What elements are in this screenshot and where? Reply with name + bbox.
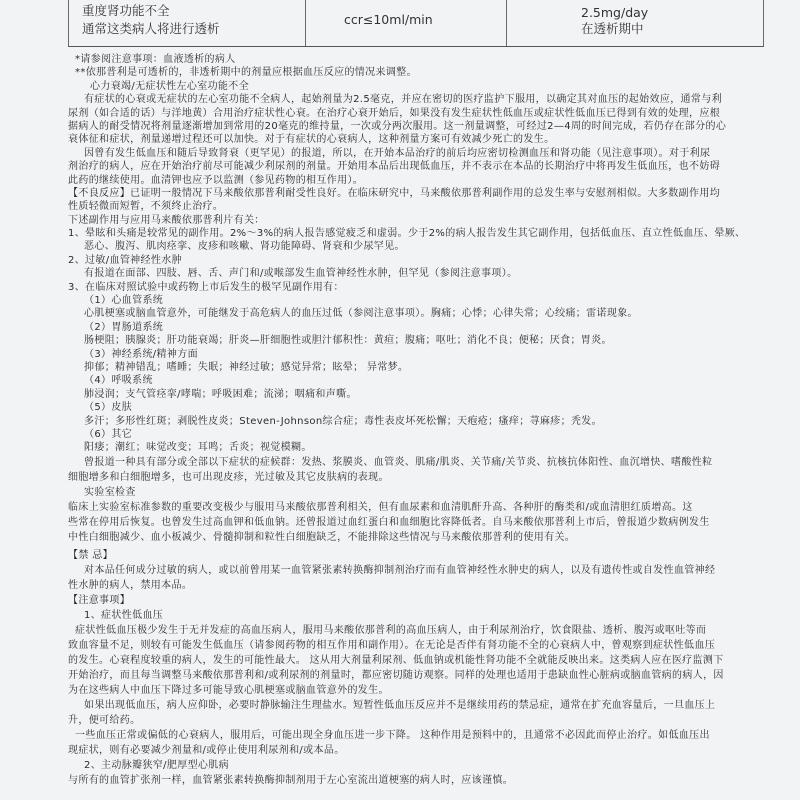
paragraph-line: 性质轻微而短暂，不须终止治疗。 xyxy=(68,201,224,213)
system-title: （2）胃肠道系统 xyxy=(84,321,164,333)
heart-failure-heading: 心力衰竭/无症状性左心室功能不全 xyxy=(90,80,249,92)
leaflet-body xyxy=(0,53,800,788)
system-title: （6）其它 xyxy=(84,428,133,440)
paragraph-line: 剂治疗的病人，应在开始治疗前尽可能减少利尿剂的剂量。开始用本品后出现低血压，并不表示在本品的长期治疗中将再发生低血压，也不妨碍 xyxy=(68,161,721,173)
system-text: 多汗；多形性红斑；剥脱性皮炎；Steven-Johnson综合症；毒性表皮坏死松懈；天疱疮；瘙痒；荨麻疹；秃发。 xyxy=(84,415,603,427)
paragraph-line: 尿剂（如合适的话）与洋地黄）合用治疗症状性心衰。在治疗心衰开始后，如果没有发生症状性低血压或症状性低血压已得到有效的处理，应根 xyxy=(68,107,721,119)
system-title: （4）呼吸系统 xyxy=(84,375,153,387)
list-item-title: 3、在临床对照试验中或药物上市后发生的极罕见副作用有： xyxy=(68,281,344,293)
paragraph-line: 因曾有发生低血压和随后导致肾衰（更罕见）的报道，所以，在开始本品治疗的前后均应密切检测血压和肾功能（见注意事项）。对于利尿 xyxy=(84,147,711,159)
precaution-item-title: 2、主动脉瓣狭窄/肥厚型心肌病 xyxy=(84,759,229,771)
paragraph-line: 些常在停用后恢复。也曾发生过高血钾和低血钠。还曾报道过血红蛋白和血细胞比容降低者。自马来酸依那普利上市后，曾报道少数病例发生 xyxy=(68,516,710,528)
list-intro: 下述副作用与应用马来酸依那普利片有关： xyxy=(68,214,265,226)
condition-cell xyxy=(69,0,306,46)
condition-text: 重度肾功能不全 xyxy=(82,3,170,18)
lab-heading: 实验室检查 xyxy=(84,486,136,498)
paragraph-line: 有症状的心衰或无症状的左心室功能不全病人，起始剂量为2.5毫克，并应在密切的医疗监护下服用，以确定其对血压的起始效应，通常与利 xyxy=(84,94,722,106)
table-footnote: **依那普利是可透析的，非透析期中的剂量应根据血压反应的情况来调整。 xyxy=(75,67,417,79)
paragraph-line: 症状性低血压极少发生于无并发症的高血压病人，服用马来酸依那普利的高血压病人，由于利尿剂治疗，饮食限盐、透析、腹泻或呕吐等而 xyxy=(75,624,707,636)
list-item-continued: 恶心、腹泻、肌肉痉挛、皮疹和咳嗽、肾功能障碍、肾衰和少尿罕见。 xyxy=(84,241,405,253)
adverse-reactions-label: 【不良反应】 xyxy=(68,187,131,199)
paragraph-line: 如果出现低血压，病人应仰卧，必要时静脉输注生理盐水。短暂性低血压反应并不是继续用药的禁忌症，通常在扩充血容量后，一旦血压上 xyxy=(84,699,716,711)
dose-note: 在透析期中 xyxy=(581,21,644,36)
paragraph-line: 性水肿的病人，禁用本品。 xyxy=(68,579,193,591)
paragraph-line: 曾报道一种具有部分或全部以下症状的症候群：发热、浆膜炎、血管炎、肌痛/肌炎、关节痛/关节炎、抗核抗体阳性、血沉增快、嗜酸性粒 xyxy=(84,456,713,468)
creatinine-clearance-cell xyxy=(306,0,507,46)
paragraph-line: 据病人的耐受情况将剂量逐渐增加到常用的20毫克的维持量，一次或分两次服用。这一剂量调整，可经过2—4周的时间完成，若仍存在部分的心 xyxy=(68,120,727,132)
adverse-reactions-line xyxy=(0,187,800,200)
paragraph-line: 开始治疗，而且每当调整马来酸依那普利和/或利尿剂的剂量时，都应密切随访观察。同样的处理也适用于患缺血性心脏病或脑血管病的病人，因 xyxy=(68,669,724,681)
contraindications-label: 【禁 忌】 xyxy=(68,549,113,561)
paragraph-line: 为在这些病人中血压下降过多可能导致心肌梗塞或脑血管意外的发生。 xyxy=(68,684,389,696)
section-middle xyxy=(0,455,800,545)
paragraph-line: 临床上实验室标准参数的重要改变极少与服用马来酸依那普利相关，但有血尿素和血清肌酐升高、各种肝的酶类和/或血清胆红质增高。这 xyxy=(68,501,693,513)
system-text: 抑郁；精神错乱；嗜睡；失眠；神经过敏；感觉异常；眩晕； 异常梦。 xyxy=(84,361,409,373)
paragraph-line: 致血容量不足，则较有可能发生低血压（请参阅药物的相互作用和副作用）。在无论是否伴有肾功能不全的心衰病人中，曾观察到症状性低血压 xyxy=(68,639,716,651)
precaution-item-title: 1、症状性低血压 xyxy=(84,609,164,621)
paragraph-line: 一些血压正常或偏低的心衰病人，服用后，可能出现全身血压进一步下降。 这种作用是预料中的，且通常不必因此而停止治疗。如低血压出 xyxy=(75,729,710,741)
precautions-label: 【注意事项】 xyxy=(68,594,131,606)
paragraph-line: 对本品任何成分过敏的病人，或以前曾用某一血管紧张素转换酶抑制剂治疗而有血管神经性水肿史的病人，以及有遗传性或自发性血管神经 xyxy=(84,564,716,576)
section-lower xyxy=(0,548,800,788)
paragraph-line: 现症状，则有必要减少剂量和/或停止使用利尿剂和/或本品。 xyxy=(68,744,345,756)
dose-cell xyxy=(507,0,763,46)
system-title: （1）心血管系统 xyxy=(84,295,164,307)
paragraph-text: 已证明一般情况下马来酸依那普利耐受性良好。在临床研究中，马来酸依那普利副作用的总发生率与安慰剂相似。大多数副作用均 xyxy=(130,187,721,199)
system-text: 肺浸润；支气管痉挛/哮喘；呼吸困难；流涕；咽痛和声嘶。 xyxy=(84,388,357,400)
paragraph-line: 中性白细胞减少、血小板减少、骨髓抑制和粒性白细胞缺乏，不能排除这些情况与马来酸依那普利的使用有关。 xyxy=(68,531,576,543)
list-item: 1、晕眩和头痛是较常见的副作用。2%～3%的病人报告感觉疲乏和虚弱。少于2%的病人报告发生其它副作用，包括低血压、直立性低血压、晕厥、 xyxy=(68,228,746,240)
system-text: 心肌梗塞或脑血管意外，可能继发于高危病人的血压过低（参阅注意事项）。胸痛；心悸；心律失常；心绞痛；雷诺现象。 xyxy=(84,308,638,320)
section-upper xyxy=(0,53,800,455)
paragraph-line: 与所有的血管扩张剂一样，血管紧张素转换酶抑制剂用于左心室流出道梗塞的病人时，应该谨慎。 xyxy=(68,774,514,786)
table-footnote: *请参阅注意事项：血液透析的病人 xyxy=(75,54,236,65)
dose-text: 2.5mg/day xyxy=(581,5,649,20)
list-item-title: 2、过敏/血管神经性水肿 xyxy=(68,254,182,266)
paragraph-line: 细胞增多和白细胞增多，也可出现皮疹，光过敏及其它皮肤病的表现。 xyxy=(68,471,389,483)
paragraph-line: 此药的继续使用。血清钾也应予以监测（参见药物的相互作用）。 xyxy=(68,174,364,186)
system-text: 肠梗阻；胰腺炎；肝功能衰竭；肝炎—肝细胞性或胆汁郁积性：黄疸；腹痛；呕吐；消化不良；便秘；厌食；胃炎。 xyxy=(84,335,612,347)
paragraph-line: 的发生。心衰程度较重的病人，发生的可能性最大。 这从用大剂量利尿剂、低血钠或机能性肾功能不全就能反映出来。这类病人应在医疗监测下 xyxy=(68,654,724,666)
paragraph-line: 衰体征和症状，剂量递增过程还可以加快。对于有症状的心衰病人，这种剂量方案可有效减少死亡的发生。 xyxy=(68,134,555,146)
system-text: 阳痿；潮红；味觉改变；耳鸣；舌炎；视觉模糊。 xyxy=(84,442,312,454)
dosage-table xyxy=(68,0,764,47)
paragraph-line: 升，便可给药。 xyxy=(68,714,141,726)
condition-note: 通常这类病人将进行透析 xyxy=(82,21,220,36)
list-item-text: 有报道在面部、四肢、唇、舌、声门和/或喉部发生血管神经性水肿，但罕见（参阅注意事项）。 xyxy=(84,268,518,280)
system-title: （3）神经系统/精神方面 xyxy=(84,348,198,360)
creatinine-clearance-text: ccr≤10ml/min xyxy=(344,12,433,27)
system-title: （5）皮肤 xyxy=(84,402,133,414)
